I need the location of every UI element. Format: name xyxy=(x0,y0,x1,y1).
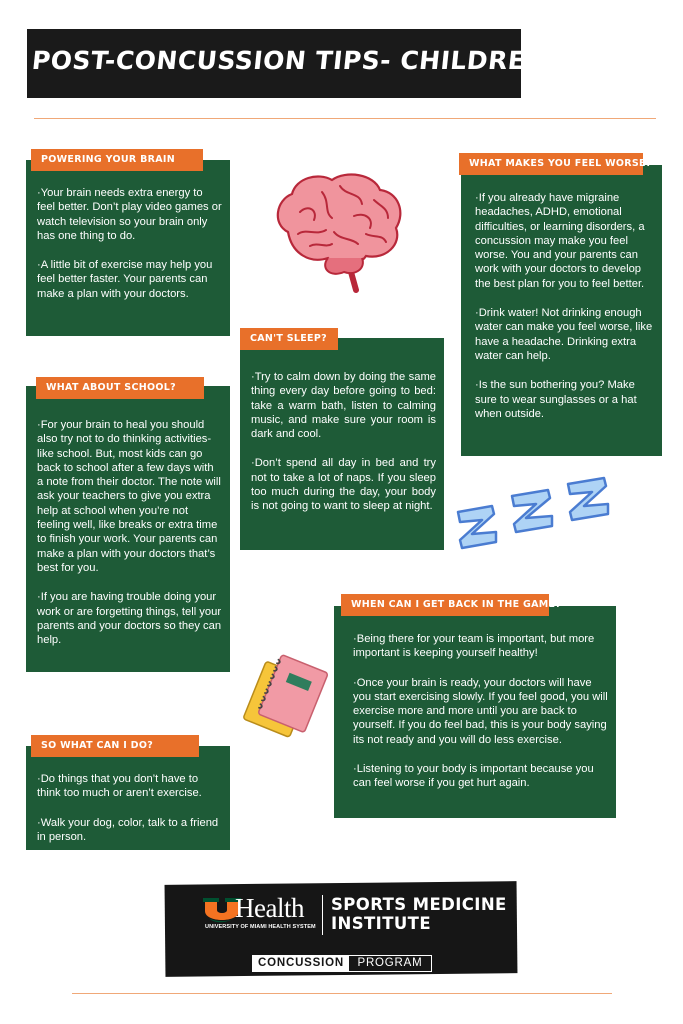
card-back-in-the-game xyxy=(334,606,616,818)
paragraph: ·Drink water! Not drinking enough water can make you feel worse, like have a headache. Drinking extra water can help. xyxy=(475,307,653,362)
card-body xyxy=(251,370,436,529)
logo-divider xyxy=(322,895,323,935)
heading-so-what-can-i-do: SO WHAT CAN I DO? xyxy=(31,735,199,757)
paragraph: ·Your brain needs extra energy to feel better. Don’t play video games or watch television so your brain only has one thing to do. xyxy=(37,187,222,242)
card-powering-your-brain xyxy=(26,160,230,336)
logo-subtitle: UNIVERSITY OF MIAMI HEALTH SYSTEM xyxy=(205,924,316,930)
bottom-divider xyxy=(72,993,612,994)
card-body xyxy=(37,418,222,662)
notebooks-icon xyxy=(240,650,336,746)
program-badge-left: CONCUSSION xyxy=(253,956,349,971)
card-what-about-school xyxy=(26,386,230,672)
card-so-what-can-i-do xyxy=(26,746,230,850)
institute-line-1: SPORTS MEDICINE xyxy=(331,895,507,914)
heading-powering-your-brain: POWERING YOUR BRAIN xyxy=(31,149,203,171)
paragraph: ·Listening to your body is important because you can feel worse if you get hurt again. xyxy=(353,763,594,790)
paragraph: ·Do things that you don’t have to think too much or aren’t exercise. xyxy=(37,773,202,800)
heading-what-about-school: WHAT ABOUT SCHOOL? xyxy=(36,377,204,399)
program-badge-right: PROGRAM xyxy=(357,957,423,969)
program-badge xyxy=(252,955,432,972)
paragraph: ·If you are having trouble doing your work or are forgetting things, tell your parents and your doctors so they can help. xyxy=(37,591,222,647)
paragraph: ·Is the sun bothering you? Make sure to wear sunglasses or a hat when outside. xyxy=(475,379,637,420)
page-title: POST-CONCUSSION TIPS- CHILDREN xyxy=(30,46,549,75)
card-body xyxy=(37,772,222,859)
institute-line-2: INSTITUTE xyxy=(331,914,432,933)
paragraph: ·Don’t spend all day in bed and try not to take a lot of naps. If you sleep too much during the day, your body is not going to want to sleep at night. xyxy=(251,457,436,513)
zzz-sleep-icon xyxy=(452,478,612,552)
paragraph: ·If you already have migraine headaches, ADHD, emotional difficulties, or learning disorders, a concussion may make you feel worse. You and your parents can work with your doctors to develop the best plan for you to feel better. xyxy=(475,192,645,290)
logo-brand: Health xyxy=(235,893,304,923)
top-divider xyxy=(34,118,656,119)
card-body xyxy=(475,191,654,436)
card-cant-sleep xyxy=(240,338,444,550)
card-what-makes-you-feel-worse xyxy=(461,165,662,456)
brain-icon xyxy=(270,172,410,294)
card-body xyxy=(353,632,608,806)
paragraph: ·For your brain to heal you should also try not to do thinking activities- like school. But, most kids can go back to school after a few days with a note from their doctor. The note will ask your teachers to give you extra help at school when you’re not feeling well, like breaks or extra time to finish your work. Your parents can make a plan with your doctors that’s best for you. xyxy=(37,419,221,574)
heading-what-makes-you-feel-worse: WHAT MAKES YOU FEEL WORSE? xyxy=(459,153,643,175)
title-banner xyxy=(27,29,549,98)
heading-back-in-the-game: WHEN CAN I GET BACK IN THE GAME? xyxy=(341,594,549,616)
paragraph: ·Once your brain is ready, your doctors will have you start exercising slowly. If you feel good, you will exercise more and more until you are back to yourself. If you do feel bad, this is your body saying its not ready and you will do less exercise. xyxy=(353,676,608,746)
card-body xyxy=(37,186,222,316)
heading-cant-sleep: CAN'T SLEEP? xyxy=(240,328,338,350)
paragraph: ·Being there for your team is important, but more important is keeping yourself healthy! xyxy=(353,633,595,660)
paragraph: ·Walk your dog, color, talk to a friend in person. xyxy=(37,816,219,843)
paragraph: ·A little bit of exercise may help you feel better faster. Your parents can make a plan with your doctors. xyxy=(37,259,213,300)
paragraph: ·Try to calm down by doing the same thing every day before going to bed: take a warm bath, listen to calming music, and make sure your room is dark and cool. xyxy=(251,371,436,441)
